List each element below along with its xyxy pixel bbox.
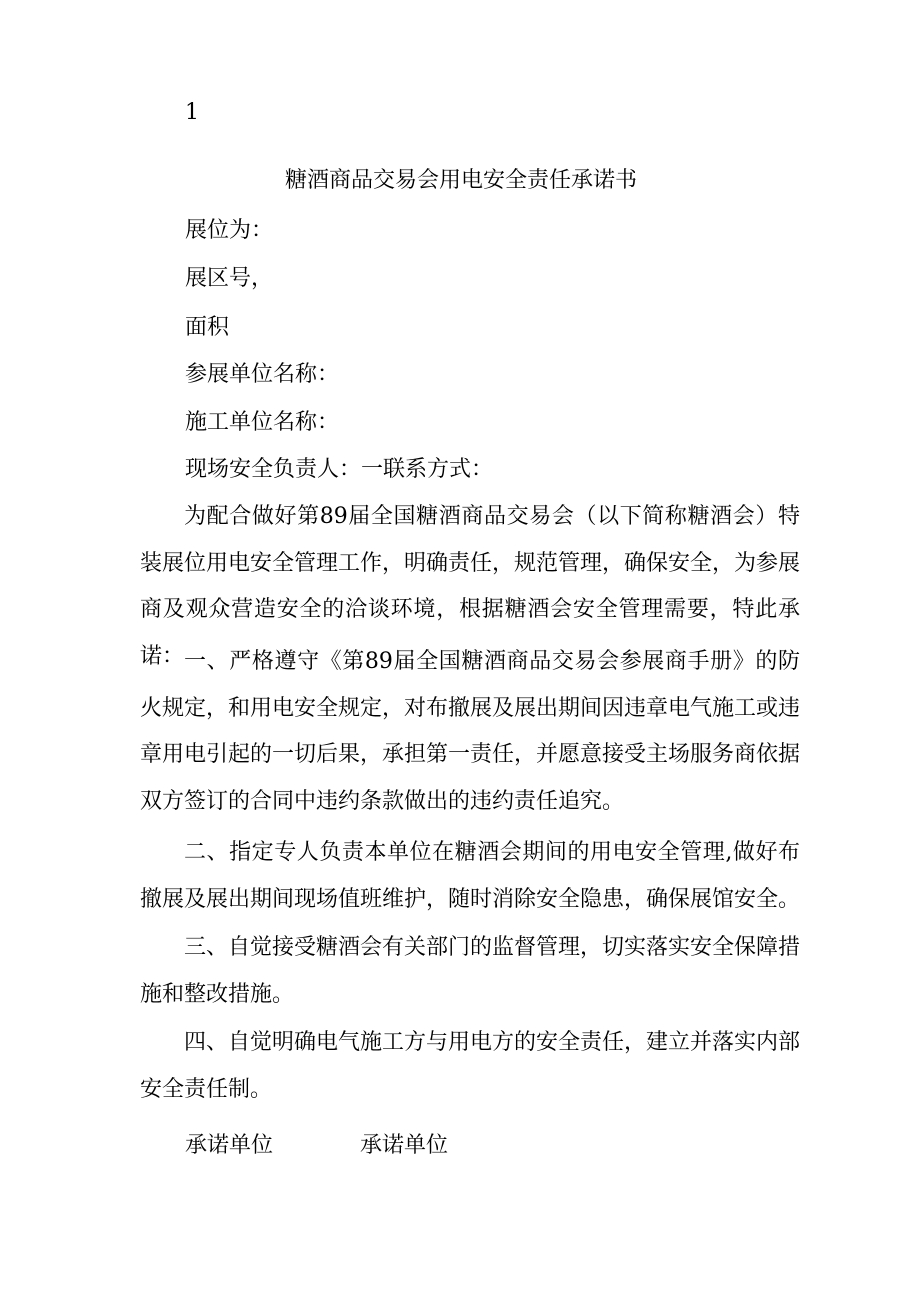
paragraph-intro: 为配合做好第89届全国糖酒商品交易会（以下简称糖酒会）特装展位用电安全管理工作，明确责任，规范管理，确保安全，为参展商及观众营造安全的洽谈环境，根据糖酒会安全管理需要，特此承诺： — [140, 504, 801, 669]
signature-right: 承诺单位 — [360, 1133, 449, 1158]
field-contractor-name: 施工单位名称： — [185, 410, 340, 435]
paragraph-clause-2: 二、指定专人负责本单位在糖酒会期间的用电安全管理,做好布撤展及展出期间现场值班维护，随时消除安全隐患，确保展馆安全。 — [140, 840, 801, 912]
signature-left: 承诺单位 — [185, 1133, 274, 1158]
field-area: 面积 — [185, 315, 230, 340]
paragraph-clause-4: 四、自觉明确电气施工方与用电方的安全责任，建立并落实内部安全责任制。 — [140, 1030, 801, 1102]
field-zone-number: 展区号， — [185, 266, 274, 291]
field-booth: 展位为： — [185, 218, 274, 243]
field-exhibitor-name: 参展单位名称： — [185, 362, 340, 387]
field-onsite-contact: 现场安全负责人：一联系方式： — [185, 457, 494, 482]
document-title: 糖酒商品交易会用电安全责任承诺书 — [285, 168, 638, 193]
paragraph-clause-3: 三、自觉接受糖酒会有关部门的监督管理，切实落实安全保障措施和整改措施。 — [140, 935, 801, 1007]
page-number: 1 — [185, 100, 199, 125]
paragraph-clause-1: 一、严格遵守《第89届全国糖酒商品交易会参展商手册》的防火规定，和用电安全规定，对布撤展及展出期间因违章电气施工或违章用电引起的一切后果，承担第一责任，并愿意接受主场服务商依据双方签订的合同中违约条款做出的违约责任追究。 — [140, 649, 801, 814]
